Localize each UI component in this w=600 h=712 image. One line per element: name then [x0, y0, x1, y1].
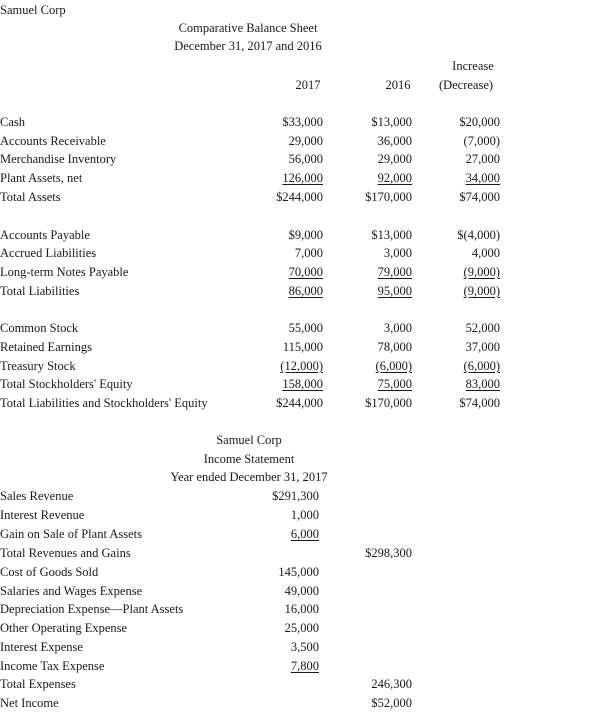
is-total: $298,300 — [365, 546, 412, 560]
is-row-label: Other Operating Expense — [0, 621, 128, 635]
header-decrease: (Decrease) — [438, 78, 494, 92]
bs-change: $74,000 — [459, 190, 500, 204]
bs-value-2017: $9,000 — [288, 228, 323, 242]
is-amount: 49,000 — [284, 584, 319, 598]
is-row-label: Salaries and Wages Expense — [0, 584, 143, 598]
bs-value-2017: 56,000 — [288, 152, 323, 166]
is-amount: 7,800 — [290, 659, 319, 673]
is-amount: 3,500 — [290, 640, 319, 654]
is-row-label: Interest Revenue — [0, 508, 85, 522]
is-amount: 16,000 — [284, 602, 319, 616]
is-amount: 25,000 — [284, 621, 319, 635]
bs-value-2016: 3,000 — [383, 321, 412, 335]
income-statement-company: Samuel Corp — [216, 433, 282, 447]
bs-change: 37,000 — [465, 340, 500, 354]
header-2016: 2016 — [385, 78, 411, 92]
header-2017: 2017 — [295, 78, 321, 92]
is-row-label: Sales Revenue — [0, 489, 74, 503]
bs-change: 27,000 — [465, 152, 500, 166]
bs-row-label: Plant Assets, net — [0, 171, 83, 185]
bs-change: (7,000) — [463, 134, 500, 148]
bs-value-2017: (12,000) — [280, 359, 323, 373]
bs-row-label: Accrued Liabilities — [0, 246, 97, 260]
is-amount: 6,000 — [290, 527, 319, 541]
is-amount: $291,300 — [272, 489, 319, 503]
income-statement-date: Year ended December 31, 2017 — [170, 470, 328, 484]
bs-value-2016: 29,000 — [377, 152, 412, 166]
income-statement-title: Income Statement — [203, 452, 295, 466]
is-row-label: Income Tax Expense — [0, 659, 105, 673]
bs-value-2017: 7,000 — [294, 246, 323, 260]
bs-row-label: Total Assets — [0, 190, 61, 204]
bs-row-label: Accounts Receivable — [0, 134, 106, 148]
bs-value-2017: 70,000 — [288, 265, 323, 279]
bs-change: (9,000) — [463, 284, 500, 298]
bs-row-label: Total Liabilities — [0, 284, 80, 298]
bs-row-label: Treasury Stock — [0, 359, 76, 373]
bs-row-label: Total Stockholders' Equity — [0, 377, 133, 391]
bs-value-2016: (6,000) — [375, 359, 412, 373]
bs-value-2016: 75,000 — [377, 377, 412, 391]
bs-change: $74,000 — [459, 396, 500, 410]
bs-row-label: Accounts Payable — [0, 228, 90, 242]
bs-row-label: Merchandise Inventory — [0, 152, 117, 166]
bs-row-label: Cash — [0, 115, 25, 129]
bs-change: $(4,000) — [457, 228, 500, 242]
is-row-label: Cost of Goods Sold — [0, 565, 99, 579]
bs-value-2017: $244,000 — [276, 396, 323, 410]
is-total: $52,000 — [371, 696, 412, 710]
bs-change: 83,000 — [465, 377, 500, 391]
bs-row-label: Common Stock — [0, 321, 79, 335]
bs-value-2016: $170,000 — [365, 190, 412, 204]
bs-value-2016: 3,000 — [383, 246, 412, 260]
bs-change: $20,000 — [459, 115, 500, 129]
bs-value-2016: $13,000 — [371, 228, 412, 242]
bs-value-2017: 115,000 — [282, 340, 323, 354]
is-amount: 1,000 — [290, 508, 319, 522]
bs-change: 34,000 — [465, 171, 500, 185]
balance-sheet-title: Comparative Balance Sheet — [178, 21, 318, 35]
is-row-label: Gain on Sale of Plant Assets — [0, 527, 143, 541]
is-amount: 145,000 — [278, 565, 319, 579]
bs-change: (6,000) — [463, 359, 500, 373]
bs-value-2017: $33,000 — [282, 115, 323, 129]
bs-value-2017: 158,000 — [282, 377, 323, 391]
bs-value-2016: 95,000 — [377, 284, 412, 298]
bs-value-2016: 36,000 — [377, 134, 412, 148]
bs-change: 52,000 — [465, 321, 500, 335]
bs-value-2016: 92,000 — [377, 171, 412, 185]
bs-change: 4,000 — [471, 246, 500, 260]
bs-row-label: Retained Earnings — [0, 340, 92, 354]
is-row-label: Interest Expense — [0, 640, 83, 654]
is-total: 246,300 — [371, 677, 412, 691]
bs-value-2017: $244,000 — [276, 190, 323, 204]
is-row-label: Depreciation Expense—Plant Assets — [0, 602, 184, 616]
bs-change: (9,000) — [463, 265, 500, 279]
bs-value-2016: $13,000 — [371, 115, 412, 129]
is-row-label: Total Revenues and Gains — [0, 546, 131, 560]
bs-value-2017: 86,000 — [288, 284, 323, 298]
is-row-label: Net Income — [0, 696, 59, 710]
is-row-label: Total Expenses — [0, 677, 76, 691]
bs-value-2016: 78,000 — [377, 340, 412, 354]
bs-value-2016: 79,000 — [377, 265, 412, 279]
balance-sheet-date: December 31, 2017 and 2016 — [174, 39, 322, 53]
bs-value-2017: 55,000 — [288, 321, 323, 335]
bs-row-label: Total Liabilities and Stockholders' Equity — [0, 396, 208, 410]
bs-value-2017: 29,000 — [288, 134, 323, 148]
header-increase: Increase — [452, 59, 494, 73]
bs-value-2017: 126,000 — [282, 171, 323, 185]
company-name: Samuel Corp — [0, 3, 66, 17]
bs-row-label: Long-term Notes Payable — [0, 265, 129, 279]
bs-value-2016: $170,000 — [365, 396, 412, 410]
